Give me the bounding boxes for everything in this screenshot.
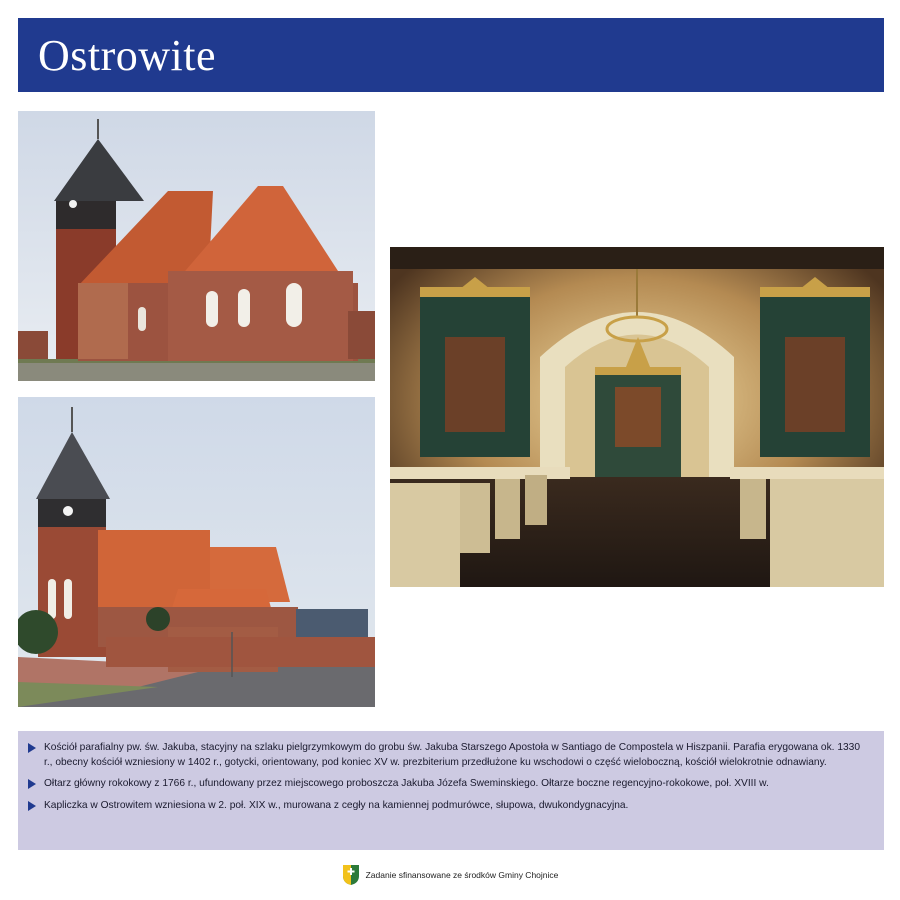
triangle-bullet-icon: [28, 801, 36, 811]
list-item: [28, 799, 870, 814]
church-exterior-photo-2: [18, 397, 375, 707]
chojnice-coat-of-arms-icon: [342, 864, 360, 886]
funding-text: Zadanie sfinansowane ze środków Gminy Chojnice: [365, 870, 559, 880]
description-text: Kościół parafialny pw. św. Jakuba, stacyjny na szlaku pielgrzymkowym do grobu św. Jakuba Starszego Apostoła w Santiago de Compostela w Hiszpanii. Parafia erygowana ok. 1330 r., obecny kościół wzniesiony w 1402 r., gotycki, orientowany, pod koniec XV w. prezbiterium przedłużone ku wschodowi o część wieloboczną, kościół wielokrotnie odnawiany.: [44, 742, 860, 768]
description-box: [18, 731, 884, 850]
church-exterior-photo-1: [18, 111, 375, 381]
church-interior-photo: [390, 247, 884, 587]
funding-footer: [0, 862, 900, 888]
page-title: Ostrowite: [38, 31, 217, 80]
triangle-bullet-icon: [28, 743, 36, 753]
list-item: [28, 777, 870, 792]
list-item: [28, 741, 870, 770]
description-text: Ołtarz główny rokokowy z 1766 r., ufundowany przez miejscowego proboszcza Jakuba Józefa Sweminskiego. Ołtarze boczne regencyjno-rokokowe, poł. XVIII w.: [44, 778, 769, 789]
triangle-bullet-icon: [28, 779, 36, 789]
description-text: Kapliczka w Ostrowitem wzniesiona w 2. poł. XIX w., murowana z cegły na kamiennej podmurówce, słupowa, dwukondygnacyjna.: [44, 799, 629, 811]
title-banner: [18, 18, 884, 92]
